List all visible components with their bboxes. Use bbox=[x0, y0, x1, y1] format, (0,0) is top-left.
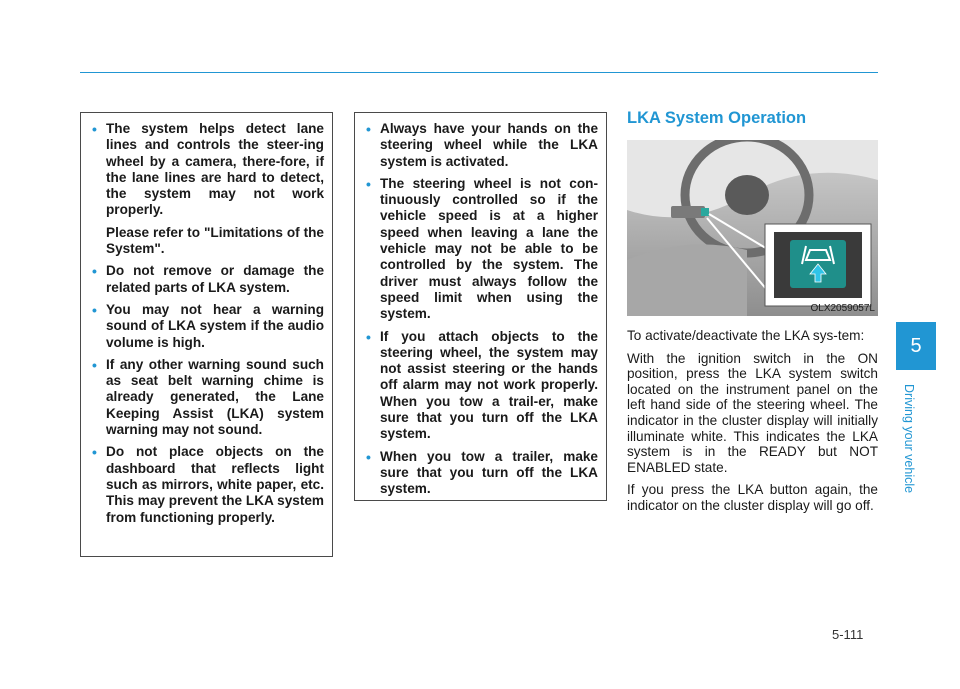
bullet-text: Do not remove or damage the related parts of LKA system. bbox=[106, 263, 324, 295]
bullet-text: The steering wheel is not con-tinuously controlled so if the vehicle speed is at a higher speed when leaving a lane the vehicle may not be able to be controlled by the system. The driver must always follow the speed limit when using the system. bbox=[380, 175, 598, 322]
bullet-dot-icon: • bbox=[92, 301, 97, 318]
bullet-text: Always have your hands on the steering wheel while the LKA system is activated. bbox=[380, 121, 598, 169]
bullet-item bbox=[91, 302, 324, 351]
caution-box-middle bbox=[354, 112, 607, 501]
bullet-item bbox=[91, 263, 324, 296]
bullet-dot-icon: • bbox=[92, 444, 97, 461]
bullet-dot-icon: • bbox=[366, 121, 371, 137]
bullet-item bbox=[91, 357, 324, 438]
section-body bbox=[627, 328, 878, 521]
bullet-dot-icon: • bbox=[366, 175, 371, 192]
bullet-item bbox=[365, 449, 598, 498]
bullet-text: If you attach objects to the steering wheel, the system may not assist steering or the hands off alarm may not work properly. When you tow a trail-er, make sure that you turn off the LKA system. bbox=[380, 328, 598, 442]
bullet-text: Do not place objects on the dashboard that reflects light such as mirrors, white paper, etc. This may prevent the LKA system from functioning properly. bbox=[106, 444, 324, 525]
chapter-label: Driving your vehicle bbox=[902, 384, 916, 494]
bullet-dot-icon: • bbox=[366, 448, 371, 465]
page-number: 5-111 bbox=[832, 627, 864, 642]
bullet-text: If any other warning sound such as seat belt warning chime is already generated, the Lane Keeping Assist (LKA) system warning may not sound. bbox=[106, 356, 324, 438]
caution-box-left bbox=[80, 112, 333, 557]
bullet-dot-icon: • bbox=[366, 328, 371, 345]
figure-code: OLX2059057L bbox=[810, 303, 875, 314]
bullet-note: Please refer to "Limitations of the System". bbox=[106, 224, 324, 257]
bullet-text: You may not hear a warning sound of LKA system if the audio volume is high. bbox=[106, 301, 324, 350]
bullet-text: The system helps detect lane lines and controls the steer-ing wheel by a camera, there-fore, if the lane lines are hard to detect, the system may not work properly. bbox=[106, 121, 324, 218]
bullet-item bbox=[91, 121, 324, 219]
bullet-text: When you tow a trailer, make sure that you turn off the LKA system. bbox=[380, 448, 598, 497]
bullet-item bbox=[365, 121, 598, 170]
bullet-item bbox=[365, 329, 598, 443]
bullet-dot-icon: • bbox=[92, 263, 97, 280]
header-rule bbox=[80, 72, 878, 73]
dashboard-illustration bbox=[627, 140, 878, 316]
chapter-number-tab: 5 bbox=[896, 322, 936, 370]
section-title: LKA System Operation bbox=[627, 109, 807, 127]
dashboard-figure bbox=[627, 140, 878, 316]
body-paragraph: If you press the LKA button again, the indicator on the cluster display will go off. bbox=[627, 482, 878, 513]
body-paragraph: To activate/deactivate the LKA sys-tem: bbox=[627, 328, 865, 343]
body-paragraph: With the ignition switch in the ON position, press the LKA system switch located on the instrument panel on the left hand side of the steering wheel. The indicator in the cluster display will initially illuminate white. This indicates the LKA system is in the READY but NOT ENABLED state. bbox=[627, 350, 878, 475]
bullet-dot-icon: • bbox=[92, 356, 97, 373]
bullet-item bbox=[91, 444, 324, 525]
bullet-dot-icon: • bbox=[92, 121, 97, 137]
bullet-item bbox=[365, 176, 598, 323]
